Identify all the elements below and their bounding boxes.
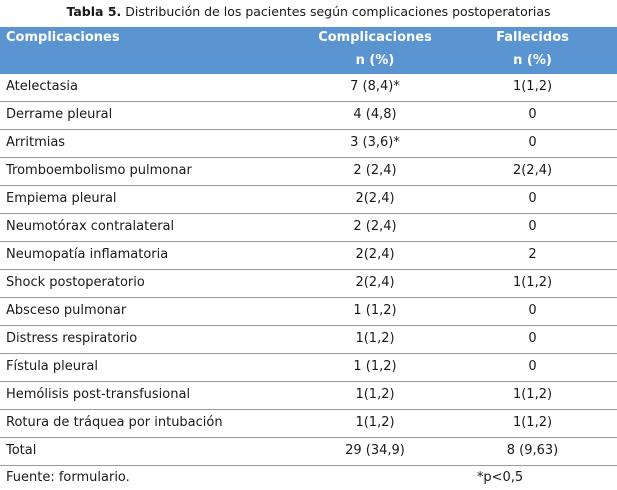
table-row: [0, 242, 617, 270]
header-fallecidos: Fallecidos: [496, 30, 569, 45]
row-complication: Fístula pleural: [6, 359, 98, 374]
table-row: [0, 186, 617, 214]
table-row: [0, 102, 617, 130]
table-row: [0, 214, 617, 242]
caption-label: Tabla 5.: [66, 4, 122, 19]
table-row: [0, 354, 617, 382]
row-fallecidos-value: 2: [528, 247, 537, 262]
row-complicaciones-value: 1(1,2): [355, 331, 395, 346]
table-header: [0, 27, 617, 74]
row-complicaciones-value: 7 (8,4)*: [350, 79, 400, 94]
row-complicaciones-value: 1 (1,2): [353, 303, 397, 318]
row-complicaciones-value: 4 (4,8): [353, 107, 397, 122]
row-fallecidos-value: 0: [528, 331, 537, 346]
row-complicaciones-value: 1(1,2): [355, 415, 395, 430]
table-row-total: [0, 438, 617, 466]
row-fallecidos-value: 1(1,2): [512, 275, 553, 290]
row-complication: Absceso pulmonar: [6, 303, 127, 318]
header-fallecidos-unit: n (%): [513, 53, 552, 68]
row-complicaciones-value: 2 (2,4): [353, 219, 397, 234]
table-row: [0, 326, 617, 354]
row-fallecidos-value: 0: [528, 107, 537, 122]
header-complicaciones-unit: n (%): [355, 53, 395, 68]
row-complication: Distress respiratorio: [6, 331, 138, 346]
row-fallecidos-value: 0: [528, 359, 537, 374]
row-complication: Empiema pleural: [6, 191, 117, 206]
row-complicaciones-value: 2(2,4): [355, 191, 395, 206]
row-complication: Atelectasia: [6, 79, 78, 94]
row-fallecidos-value: 1(1,2): [512, 415, 553, 430]
row-complication: Neumotórax contralateral: [6, 219, 175, 234]
table-caption: [0, 4, 617, 20]
row-fallecidos-value: 1(1,2): [512, 79, 553, 94]
header-complicaciones: Complicaciones: [6, 30, 120, 45]
table-row: [0, 158, 617, 186]
row-fallecidos-value: 0: [528, 191, 537, 206]
row-complication: Shock postoperatorio: [6, 275, 145, 290]
row-complication: Hemólisis post-transfusional: [6, 387, 191, 402]
row-fallecidos-value: 1(1,2): [512, 387, 553, 402]
row-fallecidos-value: 2(2,4): [512, 163, 553, 178]
row-complicaciones-value: 2 (2,4): [353, 163, 397, 178]
table-row: [0, 130, 617, 158]
row-complication: Arritmias: [6, 135, 66, 150]
header-complicaciones-count: Complicaciones: [318, 30, 432, 45]
row-complicaciones-value: 1 (1,2): [353, 359, 397, 374]
significance-note: *p<0,5: [476, 470, 524, 485]
row-complicaciones-value: 29 (34,9): [345, 443, 405, 458]
row-complication: Derrame pleural: [6, 107, 113, 122]
table-row: [0, 410, 617, 438]
row-fallecidos-value: 0: [528, 219, 537, 234]
table-footer: [0, 466, 617, 490]
row-complicaciones-value: 2(2,4): [355, 247, 395, 262]
table-row: [0, 270, 617, 298]
row-complication: Tromboembolismo pulmonar: [6, 163, 192, 178]
table-row: [0, 382, 617, 410]
row-complicaciones-value: 3 (3,6)*: [350, 135, 400, 150]
row-complication: Total: [6, 443, 37, 458]
table-row: [0, 74, 617, 102]
row-complication: Rotura de tráquea por intubación: [6, 415, 223, 430]
row-complicaciones-value: 2(2,4): [355, 275, 395, 290]
row-fallecidos-value: 8 (9,63): [506, 443, 559, 458]
row-fallecidos-value: 0: [528, 135, 537, 150]
table-body: [0, 74, 617, 490]
row-fallecidos-value: 0: [528, 303, 537, 318]
table-row: [0, 298, 617, 326]
caption-text: Distribución de los pacientes según complicaciones postoperatorias: [121, 4, 551, 19]
source-note: Fuente: formulario.: [6, 470, 130, 485]
row-complicaciones-value: 1(1,2): [355, 387, 395, 402]
row-complication: Neumopatía inflamatoria: [6, 247, 169, 262]
